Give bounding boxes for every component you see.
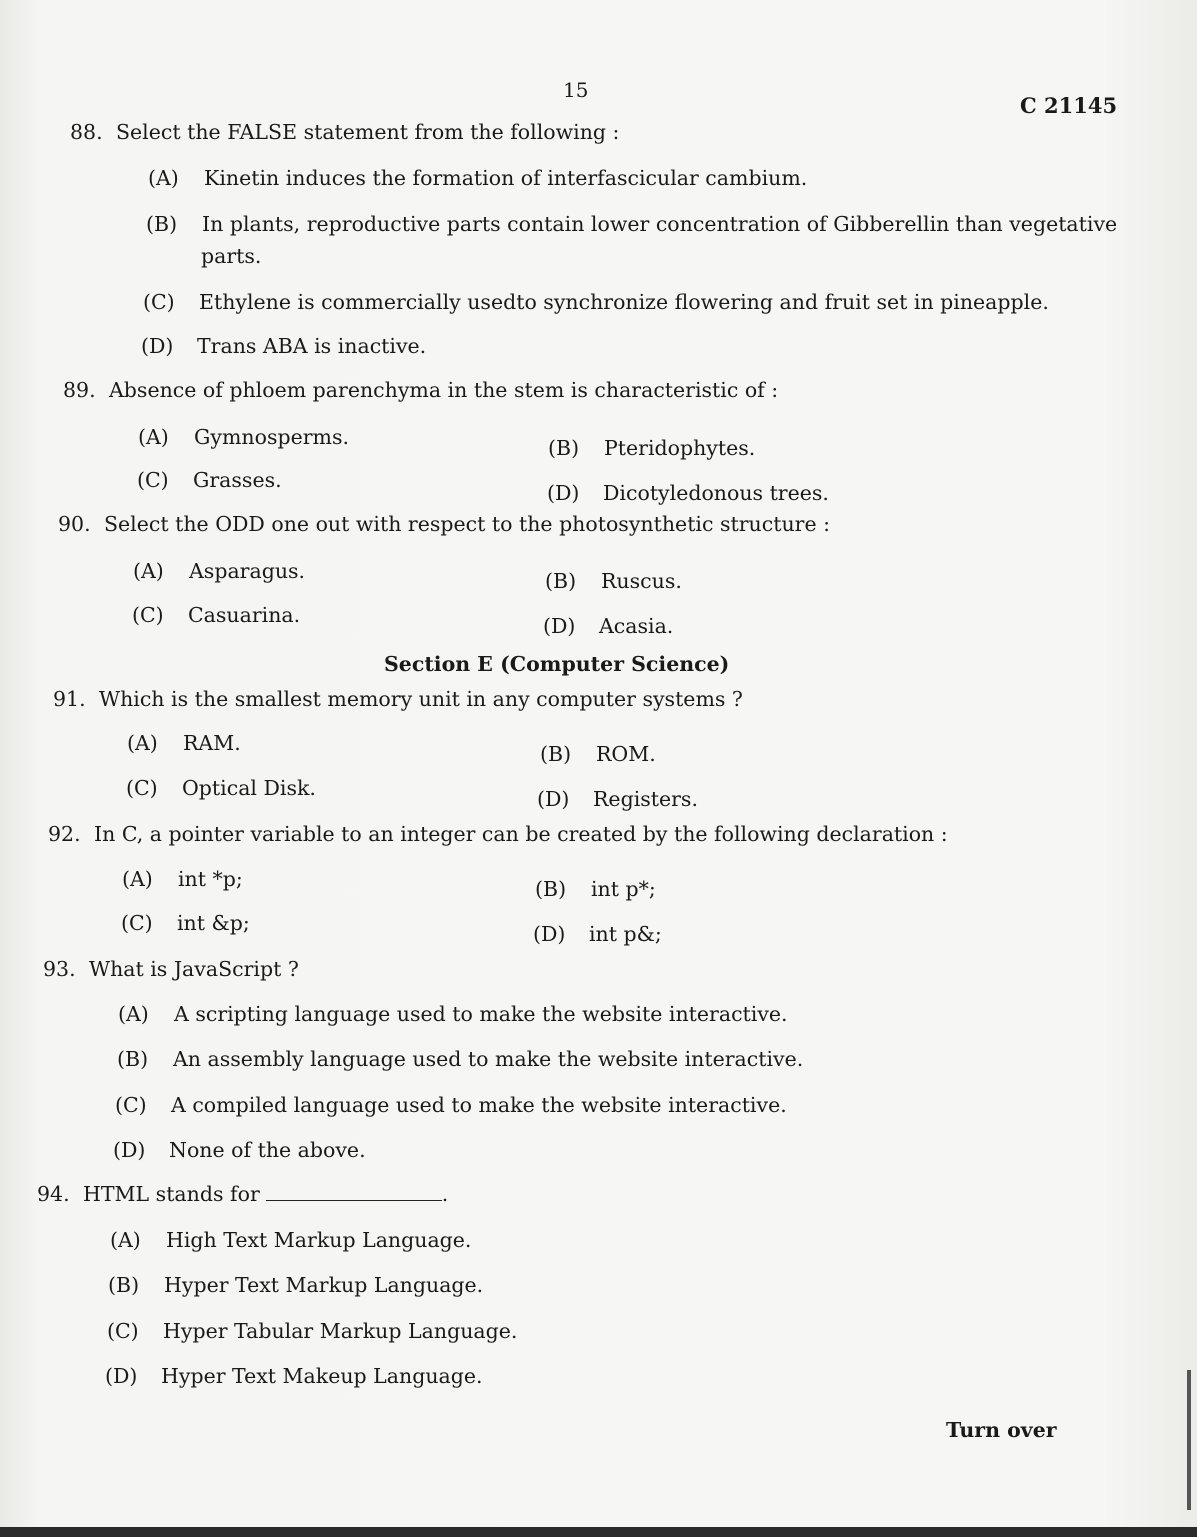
option-89-a (138, 425, 349, 449)
option-text: Optical Disk. (182, 776, 316, 800)
option-92-c (121, 911, 250, 935)
option-label: (B) (540, 742, 572, 766)
question-text: In C, a pointer variable to an integer can be created by the following declaration : (94, 822, 948, 846)
option-label: (B) (146, 212, 178, 236)
option-93-a (118, 1002, 788, 1026)
option-text: int p&; (589, 922, 662, 946)
option-88-b (146, 212, 1117, 236)
option-label: (D) (537, 787, 570, 811)
option-92-b (535, 877, 656, 901)
option-text: In plants, reproductive parts contain lower concentration of Gibberellin than vegetative (202, 212, 1118, 236)
scan-bottom-edge (0, 1527, 1197, 1537)
option-text: Grasses. (193, 468, 282, 492)
option-89-d (547, 481, 829, 505)
option-label: (D) (543, 614, 576, 638)
option-text: An assembly language used to make the website interactive. (173, 1047, 804, 1071)
option-text: A compiled language used to make the website interactive. (171, 1093, 787, 1117)
option-label: (D) (547, 481, 580, 505)
option-text: Ruscus. (601, 569, 682, 593)
option-text: int p*; (591, 877, 656, 901)
question-number: 90. (58, 512, 91, 536)
option-88-a (148, 166, 807, 190)
option-88-b-continued (201, 244, 261, 268)
turn-over-label: Turn over (946, 1418, 1057, 1442)
option-label: (D) (105, 1364, 138, 1388)
answer-blank (266, 1182, 442, 1201)
option-91-d (537, 787, 698, 811)
option-90-a (133, 559, 305, 583)
option-text: Dicotyledonous trees. (603, 481, 829, 505)
question-93 (43, 957, 299, 981)
question-text: Select the FALSE statement from the following : (116, 120, 620, 144)
option-91-c (126, 776, 316, 800)
option-text: Asparagus. (189, 559, 306, 583)
option-88-d (141, 334, 426, 358)
option-label: (A) (110, 1228, 141, 1252)
option-93-d (113, 1138, 366, 1162)
option-text: int *p; (178, 867, 243, 891)
option-94-d (105, 1364, 483, 1388)
option-text: Kinetin induces the formation of interfascicular cambium. (204, 166, 808, 190)
question-text-end: . (441, 1182, 449, 1206)
option-label: (A) (118, 1002, 149, 1026)
option-text: Casuarina. (188, 603, 301, 627)
option-label: (D) (113, 1138, 146, 1162)
option-label: (A) (148, 166, 179, 190)
option-text: int &p; (177, 911, 250, 935)
question-number: 94. (37, 1182, 70, 1206)
option-text: Trans ABA is inactive. (197, 334, 427, 358)
question-number: 88. (70, 120, 103, 144)
option-label: (B) (545, 569, 577, 593)
option-93-c (115, 1093, 787, 1117)
option-label: (C) (143, 290, 175, 314)
option-94-b (108, 1273, 483, 1297)
option-label: (D) (141, 334, 174, 358)
question-94 (37, 1182, 448, 1206)
option-text: Acasia. (599, 614, 674, 638)
question-text: Which is the smallest memory unit in any computer systems ? (99, 687, 743, 711)
option-91-b (540, 742, 656, 766)
option-89-c (137, 468, 282, 492)
question-91 (53, 687, 743, 711)
option-text: Hyper Text Makeup Language. (161, 1364, 483, 1388)
option-label: (B) (548, 436, 580, 460)
question-text: Select the ODD one out with respect to the photosynthetic structure : (104, 512, 831, 536)
option-label: (A) (133, 559, 164, 583)
question-92 (48, 822, 948, 846)
option-label: (B) (535, 877, 567, 901)
option-92-a (122, 867, 243, 891)
option-90-b (545, 569, 682, 593)
option-text: A scripting language used to make the website interactive. (174, 1002, 788, 1026)
option-label: (D) (533, 922, 566, 946)
option-label: (C) (121, 911, 153, 935)
option-label: (A) (138, 425, 169, 449)
option-93-b (117, 1047, 803, 1071)
question-89 (63, 378, 778, 402)
question-text: What is JavaScript ? (89, 957, 299, 981)
option-text-continued: parts. (201, 244, 262, 268)
question-88 (70, 120, 619, 144)
option-text: ROM. (596, 742, 656, 766)
option-label: (C) (115, 1093, 147, 1117)
option-91-a (127, 731, 241, 755)
bleed-through-text (640, 140, 645, 160)
option-90-d (543, 614, 673, 638)
question-text: Absence of phloem parenchyma in the stem is characteristic of : (109, 378, 779, 402)
page-number: 15 (563, 78, 589, 102)
question-90 (58, 512, 830, 536)
option-90-c (132, 603, 300, 627)
option-label: (C) (126, 776, 158, 800)
option-89-b (548, 436, 755, 460)
option-88-c (143, 290, 1049, 314)
option-text: RAM. (183, 731, 241, 755)
question-number: 89. (63, 378, 96, 402)
option-label: (C) (107, 1319, 139, 1343)
option-94-a (110, 1228, 471, 1252)
question-number: 92. (48, 822, 81, 846)
section-heading: Section E (Computer Science) (384, 652, 730, 676)
option-label: (A) (127, 731, 158, 755)
option-text: High Text Markup Language. (166, 1228, 472, 1252)
option-text: None of the above. (169, 1138, 366, 1162)
option-text: Registers. (593, 787, 698, 811)
option-text: Hyper Tabular Markup Language. (163, 1319, 518, 1343)
paper-code: C 21145 (1020, 93, 1118, 118)
question-number: 93. (43, 957, 76, 981)
option-label: (B) (117, 1047, 149, 1071)
option-text: Ethylene is commercially usedto synchronize flowering and fruit set in pineapple. (199, 290, 1049, 314)
option-label: (B) (108, 1273, 140, 1297)
option-text: Hyper Text Markup Language. (164, 1273, 484, 1297)
option-92-d (533, 922, 662, 946)
option-label: (C) (137, 468, 169, 492)
option-94-c (107, 1319, 517, 1343)
option-label: (C) (132, 603, 164, 627)
page-edge-shadow (1187, 1370, 1191, 1510)
option-label: (A) (122, 867, 153, 891)
question-number: 91. (53, 687, 86, 711)
question-text: HTML stands for (83, 1182, 260, 1206)
option-text: Pteridophytes. (604, 436, 756, 460)
option-text: Gymnosperms. (194, 425, 349, 449)
